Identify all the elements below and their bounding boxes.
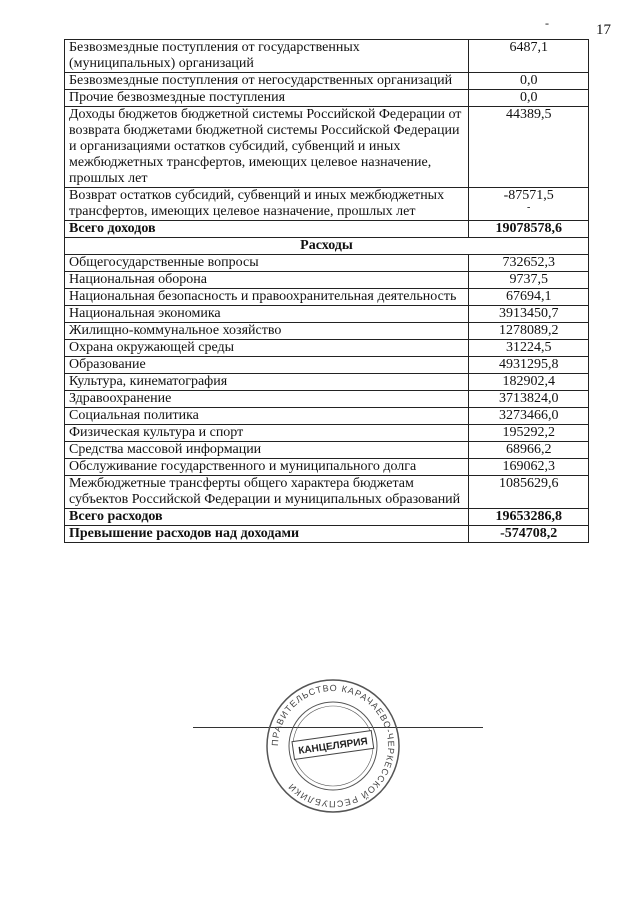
row-value: 67694,1 [469, 289, 589, 306]
total-expenses-value: 19653286,8 [469, 509, 589, 526]
table-row [65, 73, 589, 90]
deficit-row [65, 526, 589, 543]
row-value: 0,0 [469, 90, 589, 107]
row-name: Культура, кинематография [65, 374, 469, 391]
row-value-cell [469, 188, 589, 221]
row-value: 9737,5 [469, 272, 589, 289]
deficit-value: -574708,2 [469, 526, 589, 543]
table-row [65, 90, 589, 107]
row-name: Прочие безвозмездные поступления [65, 90, 469, 107]
row-name: Социальная политика [65, 408, 469, 425]
row-value: 1278089,2 [469, 323, 589, 340]
row-value: 44389,5 [469, 107, 589, 188]
table-row [65, 357, 589, 374]
row-value: -87571,5 [503, 188, 554, 203]
table-row [65, 442, 589, 459]
table-row [65, 323, 589, 340]
table-row [65, 340, 589, 357]
row-value: 31224,5 [469, 340, 589, 357]
row-name: Средства массовой информации [65, 442, 469, 459]
row-value: 195292,2 [469, 425, 589, 442]
total-expenses-row [65, 509, 589, 526]
expenses-header-row [65, 238, 589, 255]
row-name: Национальная безопасность и правоохранительная деятельность [65, 289, 469, 306]
row-name: Доходы бюджетов бюджетной системы Российской Федерации от возврата бюджетами бюджетной системы Российской Федерации и организациями остатков субсидий, субвенций и иных межбюджетных трансфертов, имеющих целевое назначение, прошлых лет [65, 107, 469, 188]
row-name: Жилищно-коммунальное хозяйство [65, 323, 469, 340]
table-row [65, 272, 589, 289]
row-value: 6487,1 [469, 40, 589, 73]
row-name: Безвозмездные поступления от государственных (муниципальных) организаций [65, 40, 469, 73]
seal-center-text: КАНЦЕЛЯРИЯ [297, 736, 369, 757]
row-name: Обслуживание государственного и муниципального долга [65, 459, 469, 476]
row-value: 1085629,6 [469, 476, 589, 509]
row-name: Образование [65, 357, 469, 374]
table-row [65, 408, 589, 425]
row-value: 0,0 [469, 73, 589, 90]
budget-table [64, 39, 589, 543]
row-value: 68966,2 [469, 442, 589, 459]
table-row [65, 476, 589, 509]
row-value: 3273466,0 [469, 408, 589, 425]
row-name: Межбюджетные трансферты общего характера бюджетам субъектов Российской Федерации и муниципальных образований [65, 476, 469, 509]
row-name: Возврат остатков субсидий, субвенций и иных межбюджетных трансфертов, имеющих целевое назначение, прошлых лет [65, 188, 469, 221]
expenses-header: Расходы [65, 238, 589, 255]
table-row [65, 425, 589, 442]
row-value: 3713824,0 [469, 391, 589, 408]
row-value: 182902,4 [469, 374, 589, 391]
row-value: 732652,3 [469, 255, 589, 272]
row-value: 4931295,8 [469, 357, 589, 374]
table-row [65, 459, 589, 476]
table-row [65, 374, 589, 391]
corner-mark: - [545, 16, 549, 30]
row-extra-mark: - [527, 202, 531, 213]
row-name: Национальная экономика [65, 306, 469, 323]
row-value: 3913450,7 [469, 306, 589, 323]
official-seal [263, 676, 403, 816]
total-expenses-label: Всего расходов [65, 509, 469, 526]
total-income-row [65, 221, 589, 238]
row-name: Общегосударственные вопросы [65, 255, 469, 272]
table-row [65, 188, 589, 221]
expense-rows [65, 255, 589, 509]
row-name: Охрана окружающей среды [65, 340, 469, 357]
total-income-label: Всего доходов [65, 221, 469, 238]
row-name: Национальная оборона [65, 272, 469, 289]
row-value: 169062,3 [469, 459, 589, 476]
table-row [65, 289, 589, 306]
table-row [65, 306, 589, 323]
table-row [65, 107, 589, 188]
row-name: Физическая культура и спорт [65, 425, 469, 442]
row-name: Здравоохранение [65, 391, 469, 408]
total-income-value: 19078578,6 [469, 221, 589, 238]
page-number: 17 [596, 22, 611, 38]
table-row [65, 40, 589, 73]
row-name: Безвозмездные поступления от негосударственных организаций [65, 73, 469, 90]
table-row [65, 391, 589, 408]
seal-ring-text: ПРАВИТЕЛЬСТВО КАРАЧАЕВО-ЧЕРКЕССКОЙ РЕСПУБЛИКИ [269, 682, 397, 810]
deficit-label: Превышение расходов над доходами [65, 526, 469, 543]
table-row [65, 255, 589, 272]
